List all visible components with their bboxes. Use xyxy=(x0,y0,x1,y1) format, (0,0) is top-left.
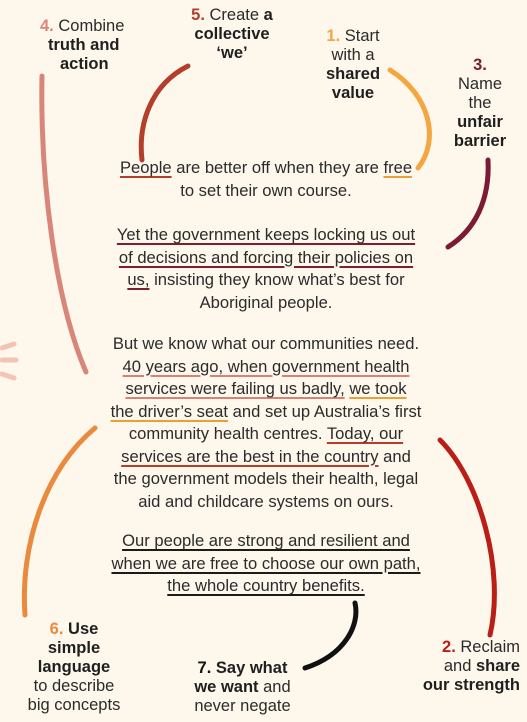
p3-text-5: aid and childcare systems on ours. xyxy=(138,491,394,511)
step3-label xyxy=(440,56,520,151)
step4-line xyxy=(42,76,86,372)
step6-bold-2: language xyxy=(37,658,111,676)
step2-text-and: and xyxy=(443,657,472,675)
step4-bold-2: action xyxy=(60,55,109,73)
step2-bold-1: share xyxy=(475,657,520,675)
underline-want-2: when we are free to choose our own path, xyxy=(111,553,421,573)
step6-text-2: big concepts xyxy=(27,696,121,714)
step1-bold-2: value xyxy=(331,84,375,102)
paragraph-unfair-barrier xyxy=(90,224,442,314)
paragraph-say-what-we-want xyxy=(90,530,442,598)
step1-label xyxy=(318,27,388,103)
step7-number: 7. xyxy=(197,659,212,677)
step5-arc xyxy=(141,66,188,160)
step5-bold-2: ‘we’ xyxy=(216,44,248,62)
underline-barrier-3: us, xyxy=(127,270,150,289)
underline-free: free xyxy=(383,158,413,177)
step1-arc xyxy=(390,70,429,168)
paragraph-shared-value xyxy=(90,157,442,202)
underline-strength-1: Today, our xyxy=(326,424,404,443)
paragraph-truth-and-action xyxy=(90,333,442,513)
step4-bold-1: truth and xyxy=(48,36,120,54)
step5-label xyxy=(182,6,282,63)
underline-action-2: the driver’s seat xyxy=(110,401,229,421)
step6-label xyxy=(14,620,134,715)
step4-text: Combine xyxy=(58,17,125,35)
step3-number: 3. xyxy=(473,56,487,74)
step1-bold-1: shared xyxy=(325,65,381,83)
step6-bold-1: simple xyxy=(47,639,101,657)
decorative-rays xyxy=(2,344,16,378)
underline-truth-1: 40 years ago, when government health xyxy=(122,356,410,376)
step2-text: Reclaim xyxy=(460,638,520,656)
step3-text-1: Name xyxy=(457,75,502,93)
p1-line2: to set their own course. xyxy=(180,180,352,200)
underline-people: People xyxy=(119,158,172,177)
step4-label xyxy=(40,17,160,74)
step3-bold-2: barrier xyxy=(453,132,507,150)
step6-bold-a: Use xyxy=(68,620,99,638)
underline-action-1: we took xyxy=(349,379,407,398)
underline-want-1: Our people are strong and resilient and xyxy=(122,531,410,550)
step3-bold-1: unfair xyxy=(457,113,503,131)
step7-label xyxy=(180,659,305,716)
step5-bold-a: a xyxy=(263,6,273,24)
p2-text-2: Aboriginal people. xyxy=(199,292,333,312)
step1-number: 1. xyxy=(326,27,341,45)
step1-text-2: with a xyxy=(331,46,375,64)
step5-number: 5. xyxy=(191,6,205,24)
step3-arc xyxy=(448,160,488,247)
underline-truth-2: services were failing us badly, xyxy=(125,379,345,398)
step7-text-b: never negate xyxy=(194,697,291,715)
step2-bold-2: our strength xyxy=(422,676,520,694)
step2-arc xyxy=(440,440,494,635)
p3-text-4: the government models their health, legal xyxy=(113,469,419,488)
p3-line1: But we know what our communities need. xyxy=(112,334,420,353)
step6-arc xyxy=(24,428,95,615)
p3-text-1: and set up Australia’s first xyxy=(228,401,422,421)
step7-bold-b: we want xyxy=(194,678,259,696)
step3-text-2: the xyxy=(468,94,492,112)
step1-text-1: Start xyxy=(344,27,380,45)
step6-text-1: to describe xyxy=(33,677,115,695)
underline-barrier-1: Yet the government keeps locking us out xyxy=(116,225,416,244)
p1-text: are better off when they are xyxy=(171,158,384,177)
underline-barrier-2: of decisions and forcing their policies on xyxy=(118,247,414,267)
underline-want-3: the whole country benefits. xyxy=(167,576,365,595)
step2-number: 2. xyxy=(442,638,456,656)
step5-bold-1: collective xyxy=(194,25,270,43)
step4-number: 4. xyxy=(40,17,54,35)
step5-text: Create xyxy=(209,6,260,24)
underline-strength-2: services are the best in the country xyxy=(121,446,379,466)
p2-text-1: insisting they know what’s best for xyxy=(149,270,405,289)
step7-curve xyxy=(305,603,356,668)
step7-text-a: and xyxy=(263,678,291,696)
p3-text-3: and xyxy=(378,446,411,466)
p3-text-2: community health centres. xyxy=(128,424,327,443)
step6-number: 6. xyxy=(49,620,64,638)
step2-label xyxy=(400,638,520,695)
step7-bold-a: Say what xyxy=(215,659,288,677)
